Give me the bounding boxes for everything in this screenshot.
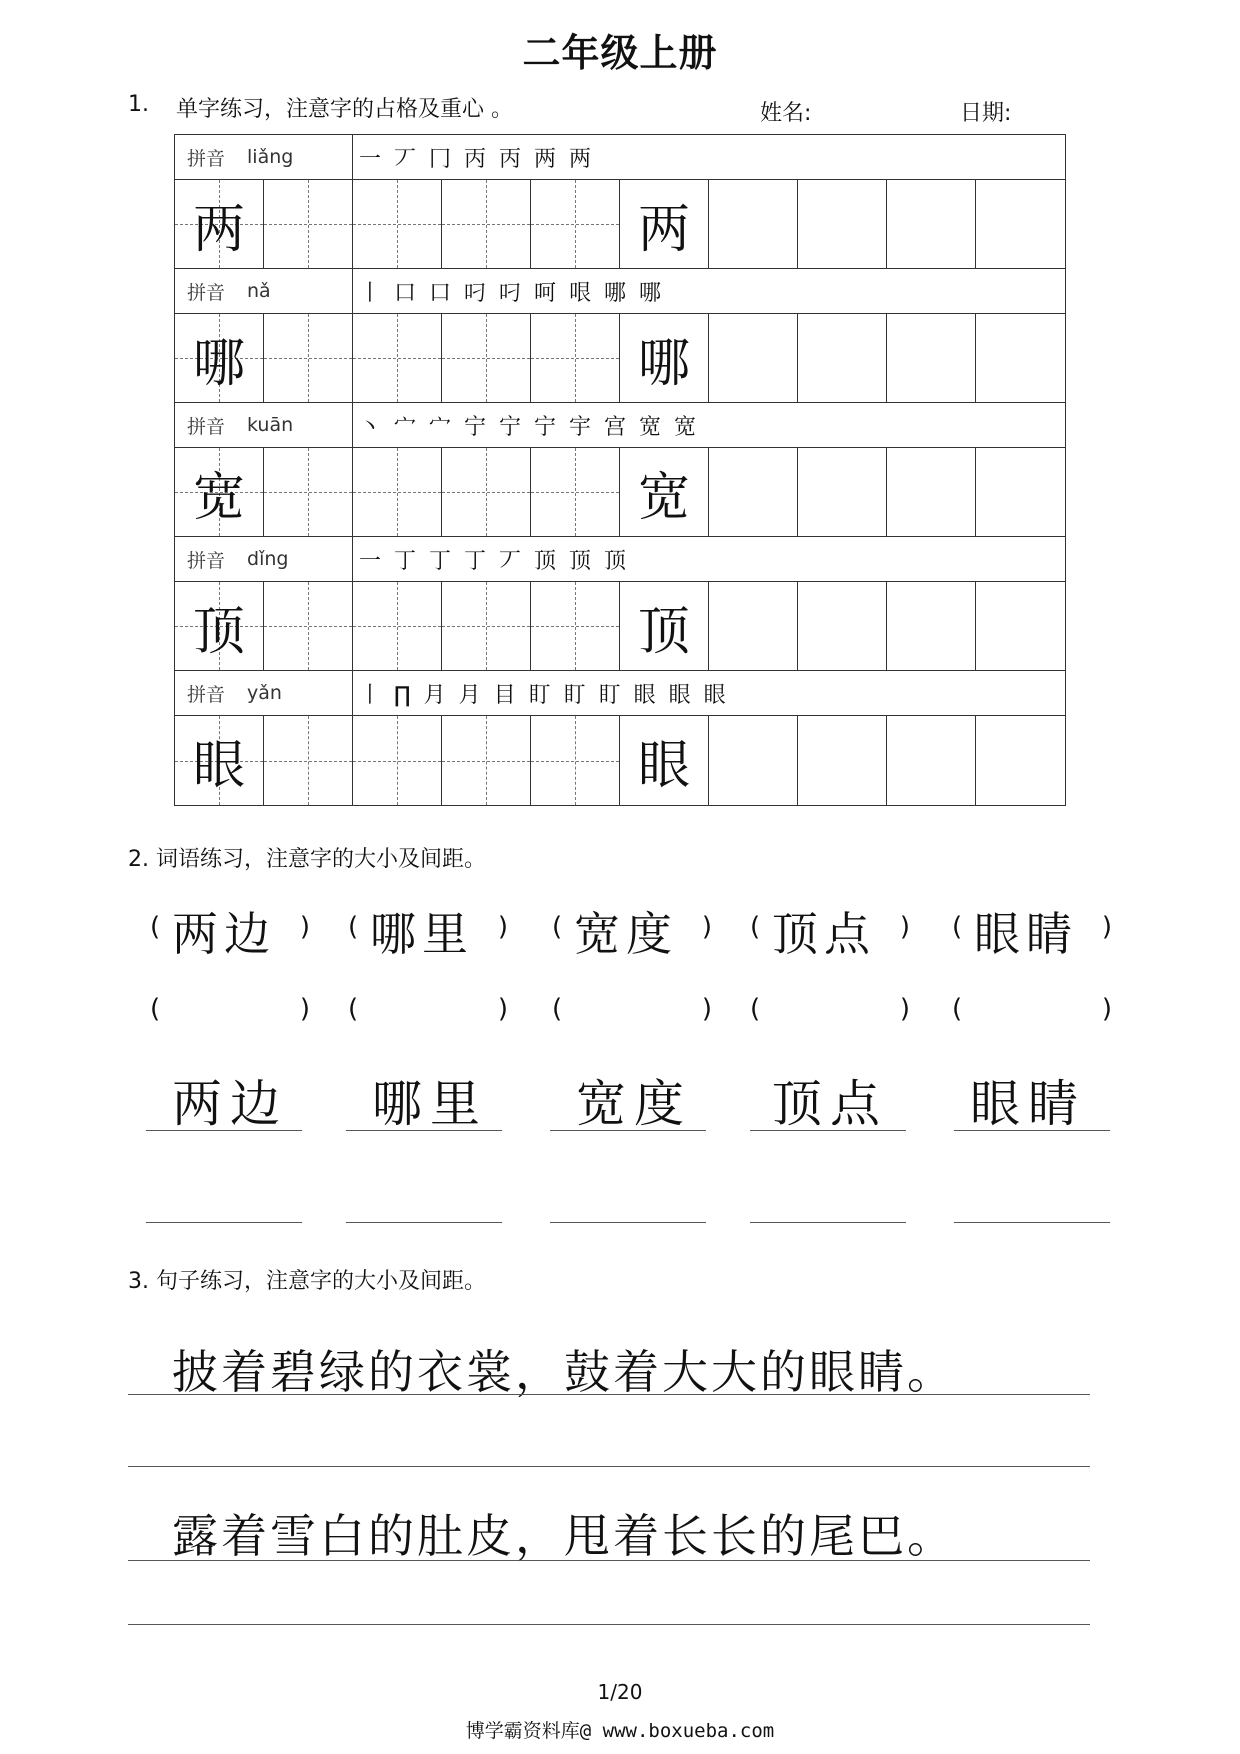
pinyin-label: 拼音 (187, 415, 226, 438)
section2-instruction: 2. 词语练习，注意字的大小及间距。 (128, 847, 486, 872)
character-row (175, 448, 1065, 537)
pinyin-label: 拼音 (187, 549, 226, 572)
model-cell: 哪 (620, 314, 709, 402)
copy-word: 顶点 (772, 1075, 888, 1133)
stroke-order: 一 丁 丁 丁 丆 顶 顶 顶 (359, 548, 629, 574)
character-row (175, 314, 1065, 403)
pinyin-row (175, 135, 1065, 180)
practice-cell[interactable] (887, 448, 976, 536)
pinyin-value: dǐng (247, 548, 289, 570)
writing-line[interactable] (128, 1624, 1090, 1625)
model-cell: 两 (175, 180, 264, 268)
character-row (175, 582, 1065, 671)
character-worksheet (174, 134, 1066, 806)
practice-cell[interactable] (353, 716, 442, 805)
practice-cell[interactable] (709, 716, 798, 805)
writing-line[interactable] (750, 1222, 906, 1223)
model-cell: 两 (620, 180, 709, 268)
pinyin-value: kuān (247, 414, 294, 436)
practice-cell[interactable] (264, 582, 353, 670)
practice-cell[interactable] (798, 314, 887, 402)
practice-cell[interactable] (976, 448, 1065, 536)
practice-cell[interactable] (887, 582, 976, 670)
practice-cell[interactable] (442, 180, 531, 268)
practice-cell[interactable] (264, 180, 353, 268)
pinyin-label: 拼音 (187, 683, 226, 706)
writing-line[interactable] (750, 1130, 906, 1131)
date-label: 日期: (960, 101, 1012, 126)
page-number: 1/20 (597, 1680, 643, 1704)
empty-pinyin-slot[interactable]: ( ) (348, 994, 508, 1024)
writing-line[interactable] (146, 1222, 302, 1223)
copy-word: 宽度 (576, 1075, 692, 1133)
stroke-order: 一 丆 冂 丙 丙 两 两 (359, 146, 594, 172)
writing-line[interactable] (550, 1130, 706, 1131)
model-cell: 眼 (175, 716, 264, 805)
writing-line[interactable] (346, 1222, 502, 1223)
empty-pinyin-slot[interactable]: ( ) (150, 994, 310, 1024)
word-with-pinyin-slot: ( 顶点 ) (750, 898, 910, 958)
practice-cell[interactable] (709, 314, 798, 402)
pinyin-row (175, 671, 1065, 716)
practice-cell[interactable] (531, 314, 620, 402)
practice-cell[interactable] (976, 180, 1065, 268)
word: 眼睛 (974, 907, 1078, 961)
pinyin-label: 拼音 (187, 147, 226, 170)
practice-cell[interactable] (353, 448, 442, 536)
copy-word: 哪里 (372, 1075, 488, 1133)
word-with-pinyin-slot: ( 眼睛 ) (952, 898, 1112, 958)
model-cell: 哪 (175, 314, 264, 402)
practice-cell[interactable] (353, 582, 442, 670)
writing-line[interactable] (954, 1130, 1110, 1131)
stroke-order: 丨 ∏ 月 月 目 盯 盯 盯 眼 眼 眼 (359, 682, 729, 708)
practice-cell[interactable] (887, 716, 976, 805)
practice-cell[interactable] (976, 582, 1065, 670)
practice-cell[interactable] (798, 448, 887, 536)
practice-cell[interactable] (887, 314, 976, 402)
pinyin-row (175, 403, 1065, 448)
practice-cell[interactable] (353, 180, 442, 268)
practice-cell[interactable] (709, 180, 798, 268)
character-row (175, 180, 1065, 269)
practice-cell[interactable] (353, 314, 442, 402)
stroke-order: 丨 口 口 叼 叼 呵 哏 哪 哪 (359, 280, 664, 306)
pinyin-row (175, 537, 1065, 582)
model-cell: 顶 (620, 582, 709, 670)
pinyin-value: liǎng (247, 146, 294, 168)
practice-cell[interactable] (531, 716, 620, 805)
empty-pinyin-slot[interactable]: ( ) (750, 994, 910, 1024)
writing-line[interactable] (128, 1394, 1090, 1395)
pinyin-label: 拼音 (187, 281, 226, 304)
practice-cell[interactable] (798, 716, 887, 805)
word: 宽度 (574, 907, 678, 961)
model-cell: 宽 (620, 448, 709, 536)
empty-pinyin-slot[interactable]: ( ) (952, 994, 1112, 1024)
practice-cell[interactable] (976, 314, 1065, 402)
practice-cell[interactable] (264, 716, 353, 805)
practice-cell[interactable] (442, 314, 531, 402)
practice-cell[interactable] (709, 582, 798, 670)
copy-word: 眼睛 (970, 1075, 1086, 1133)
section1-number: 1. (128, 92, 149, 117)
copy-word: 两边 (172, 1075, 288, 1133)
sentence: 露着雪白的肚皮，甩着长长的尾巴。 (172, 1509, 956, 1563)
practice-cell[interactable] (264, 314, 353, 402)
pinyin-value: yǎn (247, 682, 282, 704)
practice-cell[interactable] (709, 448, 798, 536)
practice-cell[interactable] (442, 716, 531, 805)
writing-line[interactable] (128, 1560, 1090, 1561)
writing-line[interactable] (146, 1130, 302, 1131)
practice-cell[interactable] (798, 180, 887, 268)
word: 哪里 (370, 907, 474, 961)
stroke-order: 丶 宀 宀 宁 宁 宁 宇 宫 宽 宽 (359, 414, 699, 440)
writing-line[interactable] (954, 1222, 1110, 1223)
writing-line[interactable] (346, 1130, 502, 1131)
page-title: 二年级上册 (522, 31, 718, 75)
empty-pinyin-slot[interactable]: ( ) (552, 994, 712, 1024)
practice-cell[interactable] (264, 448, 353, 536)
word: 顶点 (772, 907, 876, 961)
section1-instruction: 单字练习，注意字的占格及重心 。 (176, 97, 513, 122)
writing-line[interactable] (128, 1466, 1090, 1467)
practice-cell[interactable] (976, 716, 1065, 805)
sentence: 披着碧绿的衣裳，鼓着大大的眼睛。 (172, 1345, 956, 1399)
word-with-pinyin-slot: ( 两边 ) (150, 898, 310, 958)
practice-cell[interactable] (531, 180, 620, 268)
practice-cell[interactable] (531, 582, 620, 670)
model-cell: 眼 (620, 716, 709, 805)
practice-cell[interactable] (442, 582, 531, 670)
footer-source: 博学霸资料库@ www.boxueba.com (465, 1720, 775, 1742)
pinyin-value: nǎ (247, 280, 271, 302)
word-with-pinyin-slot: ( 宽度 ) (552, 898, 712, 958)
model-cell: 宽 (175, 448, 264, 536)
practice-cell[interactable] (887, 180, 976, 268)
practice-cell[interactable] (798, 582, 887, 670)
name-label: 姓名: (760, 101, 812, 126)
model-cell: 顶 (175, 582, 264, 670)
practice-cell[interactable] (442, 448, 531, 536)
pinyin-row (175, 269, 1065, 314)
character-row (175, 716, 1065, 805)
word: 两边 (172, 907, 276, 961)
word-with-pinyin-slot: ( 哪里 ) (348, 898, 508, 958)
writing-line[interactable] (550, 1222, 706, 1223)
practice-cell[interactable] (531, 448, 620, 536)
section3-instruction: 3. 句子练习，注意字的大小及间距。 (128, 1269, 486, 1294)
